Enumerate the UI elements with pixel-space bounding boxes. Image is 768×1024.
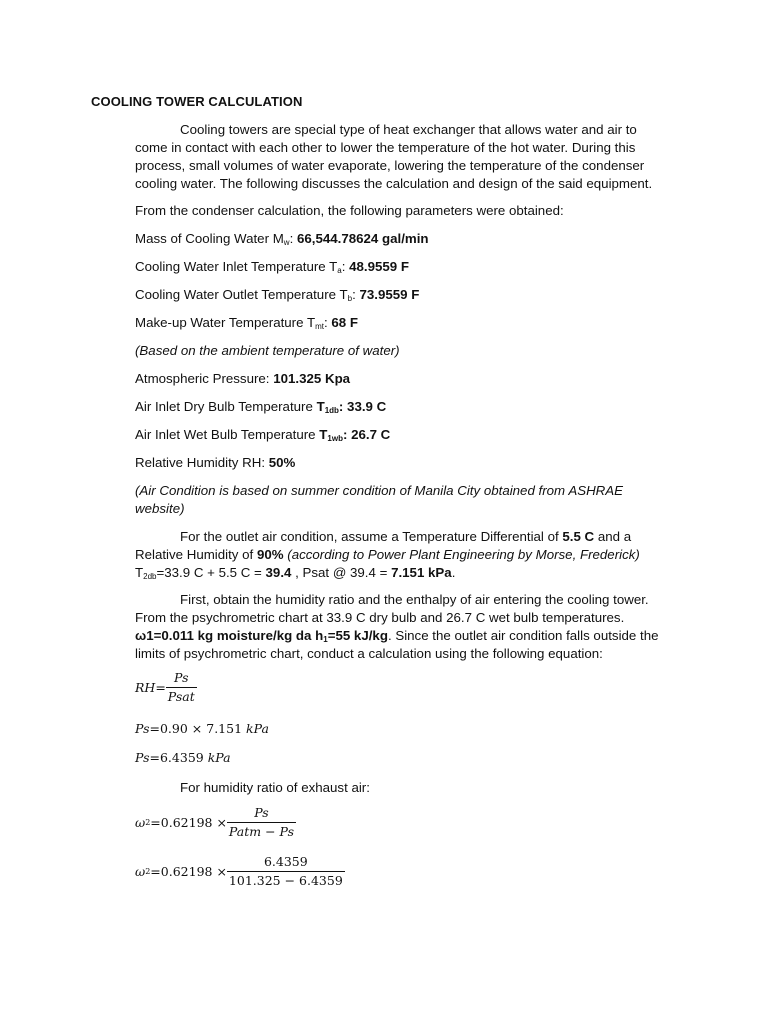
eq-w1-num: Ps [254,805,269,820]
eq-ps2-rhs: 6.4359 [159,750,204,765]
outlet-p1: For the outlet air condition, assume a Temperature Differential of [180,529,559,544]
param-drybulb-sym: T [316,399,325,414]
outlet-condition-paragraph [135,528,660,582]
humidity-bold-sub: 1 [323,635,328,644]
param-wetbulb-label: Air Inlet Wet Bulb Temperature [135,427,316,442]
eq-w-sym-2: ω [135,863,146,879]
air-condition-note-text: (Air Condition is based on summer condition of Manila City obtained from ASHRAE website) [135,483,624,516]
outlet-rh: 90% [256,547,284,562]
param-inlet-value: 48.9559 F [349,259,409,274]
makeup-note [135,342,400,360]
param-rh-label: Relative Humidity RH: [135,455,266,470]
outlet-t-sym: T [135,565,144,580]
humidity-p1: First, obtain the humidity ratio and the enthalpy of air entering the cooling tower. From the psychrometric chart at 33.9 C dry bulb and 26.7 C wet bulb temperatures. [135,592,649,625]
param-drybulb-label: Air Inlet Dry Bulb Temperature [135,399,313,414]
param-makeup-sub: mt [315,322,324,331]
eq-w1-den: Patm − Ps [228,824,295,839]
page-title: COOLING TOWER CALCULATION [91,94,303,109]
humidity-bold2: =55 kJ/kg [327,628,388,643]
condenser-intro: From the condenser calculation, the following parameters were obtained: [135,203,564,218]
eq-w1-fraction [227,805,296,840]
equation-w2-symbolic: ω 2 = 0.62198 × $\frac{Ps}{\text{Patm − Ps}}$ [135,805,295,839]
param-mass-label: Mass of Cooling Water M [135,231,284,246]
humidity-bold1: ω1=0.011 kg moisture/kg da h [135,628,324,643]
param-makeup-temp: Make-up Water Temperature $T_{mt}$: 68 F [135,315,358,331]
param-outlet-temp: Cooling Water Outlet Temperature $T_b$: 73.9559 F [135,287,420,303]
intro-paragraph: Cooling towers are special type of heat exchanger that allows water and air to come in contact with each other to lower the temperature of the hot water. During this process, small volumes of water evaporate, lowering the temperature of the condenser cooling water. The following discusses the calculation and design of the said equipment. [135,122,653,191]
param-mass-sub: w [283,238,290,247]
param-outlet-sub: b [347,294,353,303]
outlet-p4: , Psat @ 39.4 = [295,565,388,580]
eq-rh-fraction [166,670,197,705]
param-atm-label: Atmospheric Pressure: [135,371,270,386]
humidity-paragraph [135,591,660,663]
param-rh-value: 50% [268,455,296,470]
eq-ps1-rhs: 0.90 × 7.151 [159,721,243,736]
param-atm-pressure [135,370,350,388]
param-wet-bulb [135,426,390,444]
param-wetbulb-sub: 1wb [327,434,343,443]
air-condition-note [135,482,660,518]
equation-ps-2: Ps = 6.4359 kPa [135,750,231,765]
eq-w-coef-2: 0.62198 × [160,863,227,879]
eq-w2-fraction [227,854,345,889]
eq-w-coef: 0.62198 × [160,814,227,830]
param-makeup-label: Make-up Water Temperature T [135,315,316,330]
param-mass: Mass of Cooling Water $M_w$: 66,544.78624 gal/min [135,231,429,247]
param-drybulb-sub: 1db [324,406,339,415]
outlet-p3: =33.9 C + 5.5 C = [156,565,262,580]
eq-rh-lhs: RH [135,679,156,695]
param-inlet-label: Cooling Water Inlet Temperature T [135,259,338,274]
param-wetbulb-value: : 26.7 C [342,427,391,442]
param-drybulb-value: : 33.9 C [338,399,387,414]
param-relative-humidity [135,454,295,472]
makeup-note-text: (Based on the ambient temperature of water) [135,343,400,358]
param-inlet-sub: a [337,266,342,275]
outlet-t-val: 39.4 [265,565,292,580]
param-outlet-value: 73.9559 F [359,287,420,302]
exhaust-label: For humidity ratio of exhaust air: [180,780,370,795]
outlet-reference: (according to Power Plant Engineering by Morse, Frederick) [287,547,640,562]
param-outlet-label: Cooling Water Outlet Temperature T [135,287,348,302]
param-inlet-temp: Cooling Water Inlet Temperature $T_a$: 48.9559 F [135,259,409,275]
equation-ps-1: Ps = 0.90 × 7.151 kPa [135,721,269,736]
param-dry-bulb [135,398,386,416]
outlet-psat: 7.151 kPa [391,565,452,580]
outlet-t-sub: 2db [143,572,157,581]
eq-ps1-lhs: Ps [135,721,150,736]
param-wetbulb-sym: T [319,427,328,442]
eq-w2-den: 101.325 − 6.4359 [228,873,343,888]
eq-w2-num: 6.4359 [263,854,308,869]
equation-rh: RH = $\frac{Ps}{\text{Psat}}$ [135,670,195,704]
eq-ps2-unit: kPa [207,750,231,765]
param-makeup-value: 68 F [331,315,358,330]
eq-ps1-unit: kPa [246,721,269,736]
humidity-p2: . Since the outlet air condition falls outside the limits of psychrometric chart, conduct a calculation using the following equation: [135,628,659,661]
param-mass-value: 66,544.78624 gal/min [296,231,429,246]
equation-w2-numeric: ω 2 = 0.62198 × $\frac{6.4359}{101.325 - 6.4359}$ [135,854,343,888]
param-atm-value: 101.325 Kpa [273,371,351,386]
outlet-p5: . [451,565,456,580]
eq-w-sym: ω [135,814,146,830]
eq-ps2-lhs: Ps [135,750,150,765]
eq-rh-num: Ps [174,670,189,685]
outlet-td: 5.5 C [562,529,595,544]
eq-rh-den: Psat [167,689,195,704]
outlet-p2: and a Relative Humidity of [135,529,632,562]
